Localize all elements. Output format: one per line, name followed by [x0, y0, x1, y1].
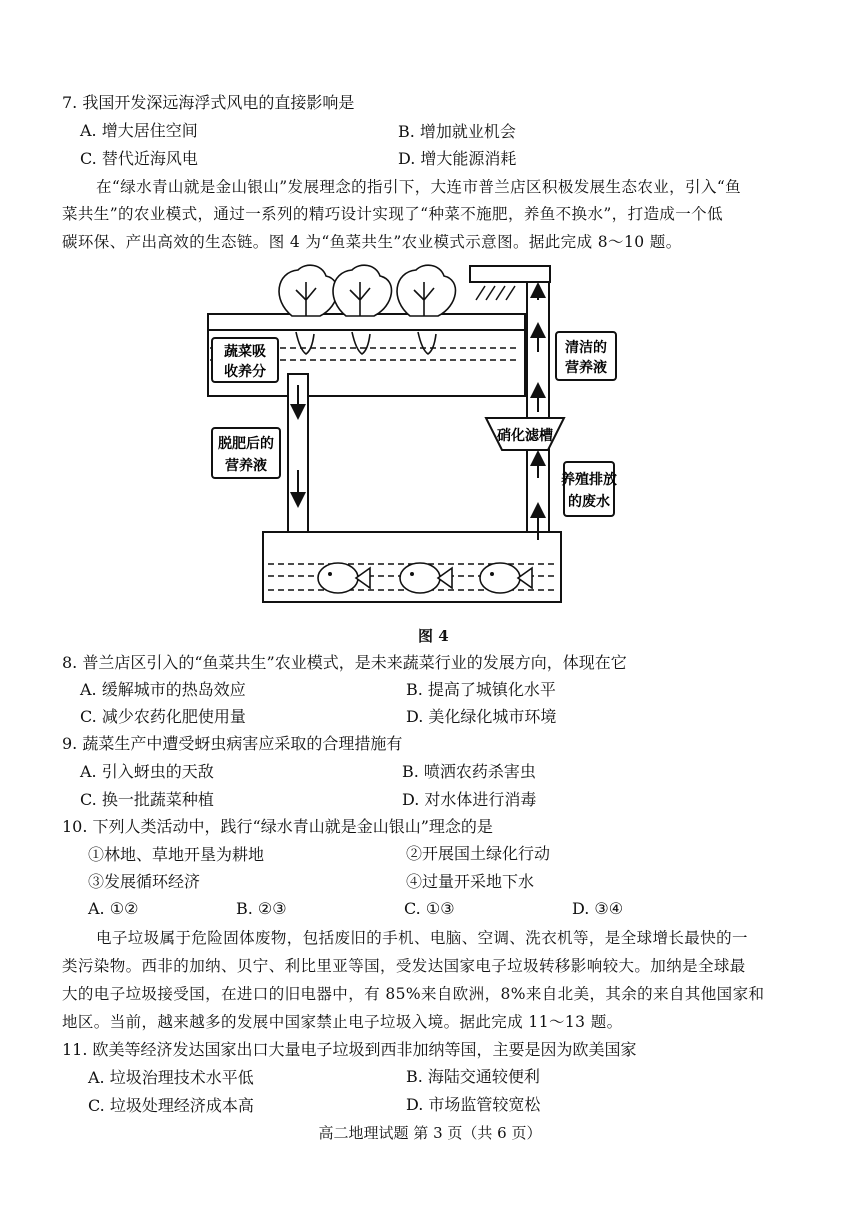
label-clean-2: 营养液	[565, 360, 607, 376]
label-waste-1: 养殖排放	[561, 472, 617, 488]
q8-option-b: B. 提高了城镇化水平	[406, 680, 556, 699]
q8-stem: 8. 普兰店区引入的“鱼菜共生”农业模式，是未来蔬菜行业的发展方向，体现在它	[62, 653, 627, 672]
label-absorb-1: 蔬菜吸	[224, 344, 266, 360]
passage1-line2: 菜共生”的农业模式，通过一系列的精巧设计实现了“种菜不施肥，养鱼不换水”，打造成一个低	[62, 205, 723, 223]
q10-option-c: C. ①③	[404, 899, 455, 918]
q7-option-d: D. 增大能源消耗	[398, 149, 517, 168]
q10-stem: 10. 下列人类活动中，践行“绿水青山就是金山银山”理念的是	[62, 817, 493, 836]
q10-item-3: ③发展循环经济	[88, 872, 201, 891]
q10-option-d: D. ③④	[572, 899, 624, 918]
page-footer: 高二地理试题 第 3 页（共 6 页）	[318, 1124, 542, 1142]
q7-stem: 7. 我国开发深远海浮式风电的直接影响是	[62, 93, 355, 112]
q10-item-1: ①林地、草地开垦为耕地	[88, 845, 265, 864]
q11-option-b: B. 海陆交通较便利	[406, 1067, 540, 1086]
label-depleted-2: 营养液	[225, 458, 267, 474]
q10-item-4: ④过量开采地下水	[406, 872, 535, 891]
q9-option-a: A. 引入蚜虫的天敌	[80, 762, 214, 781]
passage2-line3: 大的电子垃圾接受国，在进口的旧电器中，有 85%来自欧洲，8%来自北美，其余的来自其他国家和	[62, 985, 765, 1003]
q9-option-c: C. 换一批蔬菜种植	[80, 790, 214, 809]
q10-item-2: ②开展国土绿化行动	[406, 844, 551, 863]
q10-option-b: B. ②③	[236, 899, 287, 918]
q8-option-d: D. 美化绿化城市环境	[406, 707, 557, 726]
passage2-line4: 地区。当前，越来越多的发展中国家禁止电子垃圾入境。据此完成 11～13 题。	[62, 1013, 623, 1031]
passage1-line1: 在“绿水青山就是金山银山”发展理念的指引下，大连市普兰店区积极发展生态农业，引入“鱼	[96, 178, 742, 196]
passage1-line3: 碳环保、产出高效的生态链。图 4 为“鱼菜共生”农业模式示意图。据此完成 8～10 题。	[62, 233, 682, 251]
fish-icon	[318, 563, 532, 593]
aquaponics-diagram	[205, 262, 617, 614]
passage2-line1: 电子垃圾属于危险固体废物，包括废旧的手机、电脑、空调、洗衣机等，是全球增长最快的一	[96, 929, 748, 947]
label-absorb-2: 收养分	[224, 364, 266, 380]
q11-option-a: A. 垃圾治理技术水平低	[88, 1068, 254, 1087]
q9-option-d: D. 对水体进行消毒	[402, 790, 537, 809]
q9-stem: 9. 蔬菜生产中遭受蚜虫病害应采取的合理措施有	[62, 734, 403, 753]
q10-option-a: A. ①②	[88, 899, 139, 918]
figure-caption: 图 4	[418, 627, 449, 645]
q7-option-c: C. 替代近海风电	[80, 149, 198, 168]
label-clean-1: 清洁的	[565, 340, 607, 356]
q9-option-b: B. 喷洒农药杀害虫	[402, 762, 536, 781]
q7-option-b: B. 增加就业机会	[398, 122, 516, 141]
passage2-line2: 类污染物。西非的加纳、贝宁、利比里亚等国，受发达国家电子垃圾转移影响较大。加纳是全球最	[62, 957, 746, 975]
q8-option-a: A. 缓解城市的热岛效应	[80, 680, 246, 699]
q11-option-d: D. 市场监管较宽松	[406, 1095, 541, 1114]
label-waste-2: 的废水	[568, 494, 610, 510]
q11-stem: 11. 欧美等经济发达国家出口大量电子垃圾到西非加纳等国，主要是因为欧美国家	[62, 1040, 637, 1059]
q8-option-c: C. 减少农药化肥使用量	[80, 707, 246, 726]
q7-option-a: A. 增大居住空间	[80, 121, 198, 140]
label-depleted-1: 脱肥后的	[218, 436, 274, 452]
q11-option-c: C. 垃圾处理经济成本高	[88, 1096, 254, 1115]
label-filter: 硝化滤槽	[497, 428, 553, 444]
